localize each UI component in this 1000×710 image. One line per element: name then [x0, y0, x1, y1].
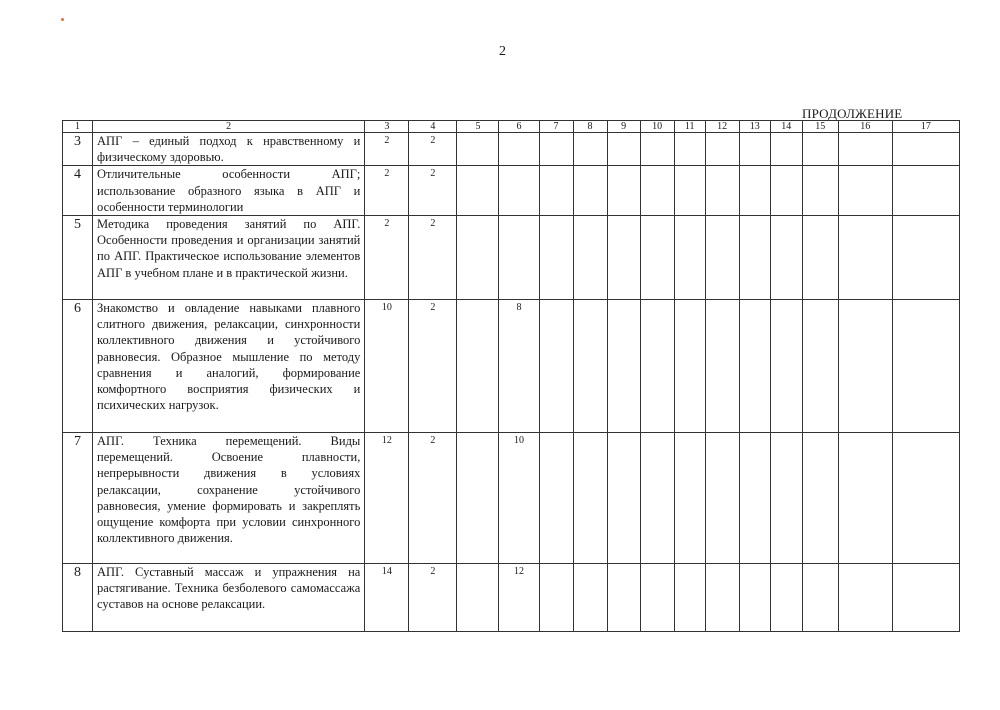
total-hours: 12: [365, 433, 409, 564]
cell: [705, 300, 739, 433]
practice-hours: 10: [499, 433, 539, 564]
lecture-hours: 2: [409, 433, 457, 564]
column-number: 2: [93, 121, 365, 133]
total-hours: 10: [365, 300, 409, 433]
cell: [457, 216, 499, 300]
cell: [770, 433, 802, 564]
column-number: 14: [770, 121, 802, 133]
column-number-row: [63, 121, 960, 133]
column-number: 13: [739, 121, 770, 133]
cell: [674, 216, 705, 300]
topic-text: АПГ. Техника перемещений. Виды перемещений. Освоение плавности, непрерывности движения в условиях релаксации, сохранение устойчивого равновесия, умение формировать и закреплять ощущение комфорта при условии синхронного коллективного движения.: [93, 433, 365, 564]
lecture-hours: 2: [409, 564, 457, 632]
column-number: 12: [705, 121, 739, 133]
cell: [705, 166, 739, 216]
cell: [739, 564, 770, 632]
cell: [739, 300, 770, 433]
cell: [770, 133, 802, 166]
total-hours: 14: [365, 564, 409, 632]
cell: [573, 564, 607, 632]
cell: [607, 300, 640, 433]
practice-hours: 12: [499, 564, 539, 632]
cell: [674, 433, 705, 564]
row-number: 4: [63, 166, 93, 216]
cell: [739, 216, 770, 300]
row-number: 6: [63, 300, 93, 433]
cell: [802, 133, 838, 166]
column-number: 7: [539, 121, 573, 133]
cell: [674, 564, 705, 632]
row-number: 7: [63, 433, 93, 564]
cell: [838, 216, 892, 300]
table-row: [63, 433, 960, 564]
cell: [457, 433, 499, 564]
cell: [739, 433, 770, 564]
cell: [802, 300, 838, 433]
cell: [838, 166, 892, 216]
lecture-hours: 2: [409, 133, 457, 166]
cell: [892, 166, 959, 216]
column-number: 4: [409, 121, 457, 133]
lecture-hours: 2: [409, 216, 457, 300]
cell: [457, 166, 499, 216]
cell: [573, 166, 607, 216]
cell: [607, 166, 640, 216]
topic-text: Методика проведения занятий по АПГ. Особенности проведения и организации занятий по АПГ. Практическое использование элементов АПГ в учебном плане и в практической жизни.: [93, 216, 365, 300]
column-number: 15: [802, 121, 838, 133]
total-hours: 2: [365, 216, 409, 300]
lecture-hours: 2: [409, 300, 457, 433]
topic-text: АПГ. Суставный массаж и упражнения на растягивание. Техника безболевого самомассажа суставов на основе релаксации.: [93, 564, 365, 632]
cell: [770, 564, 802, 632]
column-number: 10: [640, 121, 674, 133]
cell: [457, 564, 499, 632]
cell: [892, 133, 959, 166]
cell: [640, 300, 674, 433]
cell: [539, 166, 573, 216]
cell: [457, 133, 499, 166]
cell: [573, 133, 607, 166]
cell: [573, 300, 607, 433]
continuation-label: ПРОДОЛЖЕНИЕ: [802, 106, 903, 121]
cell: [705, 564, 739, 632]
cell: [640, 216, 674, 300]
total-hours: 2: [365, 133, 409, 166]
cell: [705, 216, 739, 300]
cell: [607, 433, 640, 564]
cell: [802, 216, 838, 300]
cell: [539, 433, 573, 564]
cell: [640, 166, 674, 216]
cell: [607, 216, 640, 300]
cell: [838, 564, 892, 632]
cell: [640, 433, 674, 564]
cell: [770, 300, 802, 433]
topic-text: АПГ – единый подход к нравственному и физическому здоровью.: [93, 133, 365, 166]
total-hours: 2: [365, 166, 409, 216]
column-number: 11: [674, 121, 705, 133]
cell: [802, 166, 838, 216]
cell: [705, 133, 739, 166]
cell: [640, 133, 674, 166]
cell: [539, 300, 573, 433]
cell: [838, 300, 892, 433]
cell: [802, 433, 838, 564]
practice-hours: [499, 216, 539, 300]
cell: [674, 300, 705, 433]
cell: [674, 133, 705, 166]
cell: [573, 216, 607, 300]
cell: [838, 133, 892, 166]
column-number: 5: [457, 121, 499, 133]
cell: [539, 564, 573, 632]
column-number: 16: [838, 121, 892, 133]
cell: [739, 133, 770, 166]
table-row: [63, 300, 960, 433]
practice-hours: [499, 133, 539, 166]
cell: [892, 564, 959, 632]
row-number: 3: [63, 133, 93, 166]
table-row: [63, 216, 960, 300]
cell: [640, 564, 674, 632]
curriculum-table: [62, 120, 960, 632]
cell: [892, 433, 959, 564]
cell: [739, 166, 770, 216]
cell: [802, 564, 838, 632]
table-row: [63, 133, 960, 166]
cell: [607, 564, 640, 632]
cell: [705, 433, 739, 564]
column-number: 1: [63, 121, 93, 133]
column-number: 3: [365, 121, 409, 133]
topic-text: Отличительные особенности АПГ; использование образного языка в АПГ и особенности терминологии: [93, 166, 365, 216]
cell: [539, 216, 573, 300]
topic-text: Знакомство и овладение навыками плавного слитного движения, релаксации, синхронности коллективного движения и устойчивого равновесия. Образное мышление по методу сравнения и аналогий, формирование комфортного восприятия физических и психических нагрузок.: [93, 300, 365, 433]
column-number: 17: [892, 121, 959, 133]
row-number: 8: [63, 564, 93, 632]
practice-hours: [499, 166, 539, 216]
table-row: [63, 166, 960, 216]
column-number: 9: [607, 121, 640, 133]
cell: [770, 216, 802, 300]
cell: [838, 433, 892, 564]
cell: [573, 433, 607, 564]
cell: [770, 166, 802, 216]
lecture-hours: 2: [409, 166, 457, 216]
ink-speck: [61, 18, 64, 21]
table-row: [63, 564, 960, 632]
cell: [607, 133, 640, 166]
practice-hours: 8: [499, 300, 539, 433]
page-number: 2: [499, 44, 506, 59]
column-number: 6: [499, 121, 539, 133]
cell: [674, 166, 705, 216]
cell: [457, 300, 499, 433]
cell: [539, 133, 573, 166]
column-number: 8: [573, 121, 607, 133]
row-number: 5: [63, 216, 93, 300]
cell: [892, 300, 959, 433]
cell: [892, 216, 959, 300]
